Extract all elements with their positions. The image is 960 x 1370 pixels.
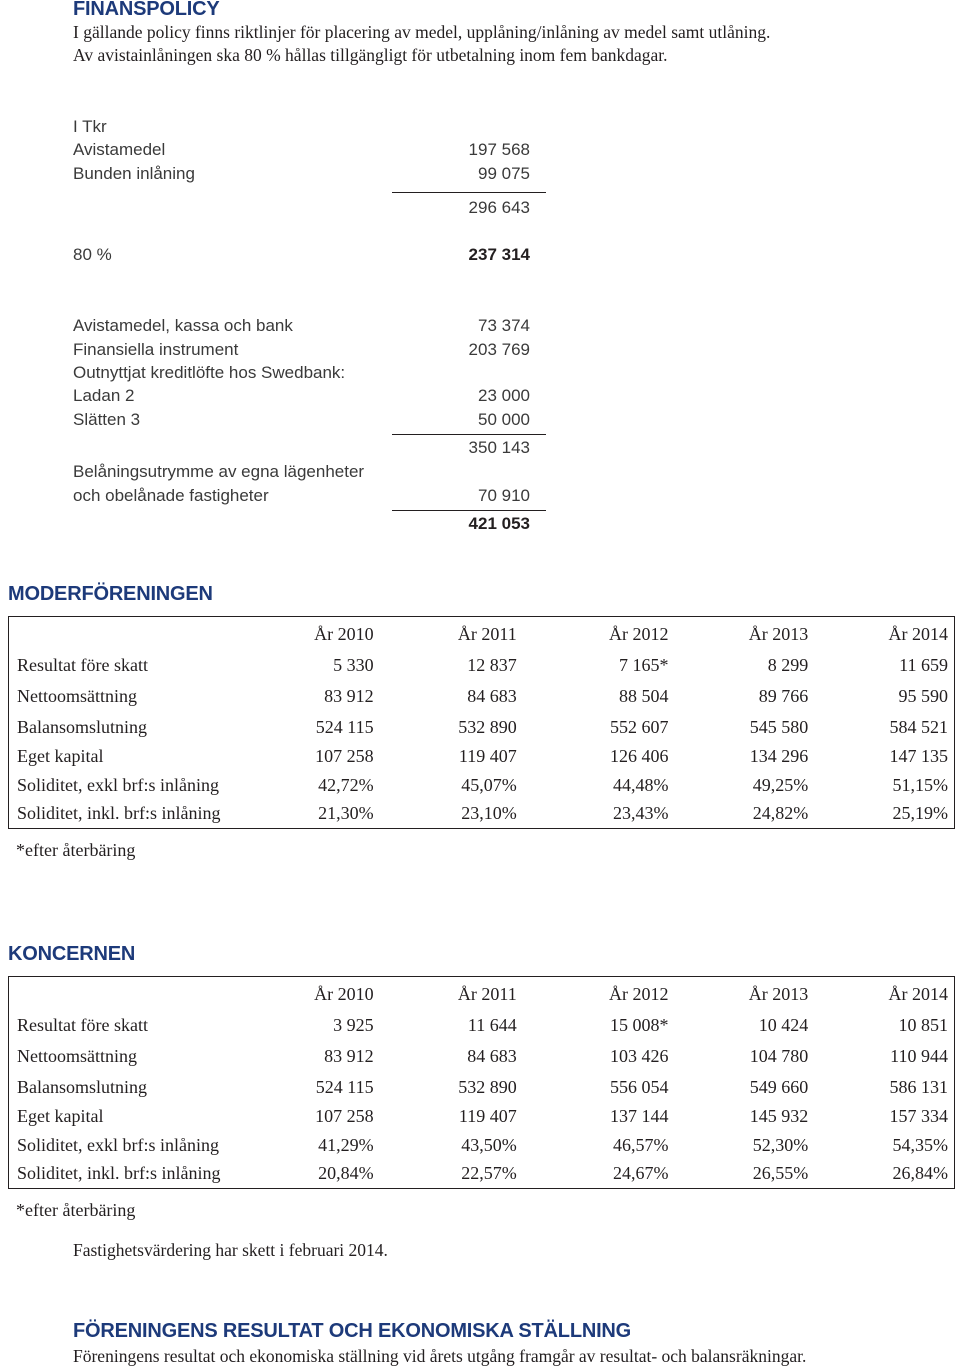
value-cell: 89 766 [758,686,809,707]
value-cell: 26,55% [675,1159,815,1188]
row-label: Soliditet, inkl. brf:s inlåning [9,1159,237,1188]
table-row [9,1040,955,1074]
sum-rule [392,434,546,435]
table-row [9,1074,955,1103]
row-label: Soliditet, exkl brf:s inlåning [9,1131,237,1160]
value-cell: 49,25% [752,774,809,795]
belan-value: 70 910 [478,486,530,505]
sum1-value: 296 643 [468,198,530,217]
header-blank-cell [9,977,237,1012]
koncern-footnote: *efter återbäring [16,1200,136,1220]
year-header: År 2013 [675,617,815,652]
value-cell: 22,57% [380,1159,523,1188]
kassa-value: 73 374 [478,316,530,335]
value-cell: 145 932 [749,1105,809,1126]
value-cell: 43,50% [461,1134,517,1155]
value-cell: 26,84% [814,1159,954,1188]
row-label: Resultat före skatt [9,651,237,680]
section-heading-koncern: KONCERNEN [8,943,136,965]
value-cell: 126 406 [610,745,669,766]
value-cell: 12 837 [467,654,517,675]
year-header: År 2011 [380,617,523,652]
section-heading-resultat: FÖRENINGENS RESULTAT OCH EKONOMISKA STÄLLNING [73,1320,632,1342]
year-header: År 2011 [380,977,523,1012]
kassa-label: Avistamedel, kassa och bank [73,316,293,335]
value-cell: 107 258 [315,1105,374,1126]
sum-rule [392,192,546,193]
value-cell: 104 780 [749,1046,809,1067]
outnyttjat-label: Outnyttjat kreditlöfte hos Swedbank: [73,363,346,382]
table-row [9,1159,955,1188]
pct-value: 237 314 [468,245,530,264]
year-header: År 2014 [814,977,954,1012]
year-header: År 2010 [236,977,379,1012]
belan-label-line2: och obelånade fastigheter [73,486,269,505]
ladan-label: Ladan 2 [73,386,135,405]
value-cell: 95 590 [814,680,954,714]
value-cell: 11 644 [467,1014,517,1035]
value-cell: 23,43% [523,799,675,828]
value-cell: 20,84% [236,1159,379,1188]
value-cell: 119 407 [458,1105,517,1126]
moder-key-figures-table [8,616,955,829]
moder-footnote: *efter återbäring [16,840,136,860]
year-header: År 2010 [236,617,379,652]
section-heading-finanspolicy: FINANSPOLICY [73,0,220,20]
section-heading-moder: MODERFÖRENINGEN [8,583,213,605]
value-cell: 134 296 [749,745,809,766]
value-cell: 524 115 [315,1077,374,1098]
value-cell: 532 890 [458,1077,517,1098]
value-cell: 42,72% [318,774,374,795]
table-row [9,799,955,828]
row-label: Nettoomsättning [9,1040,237,1074]
value-cell: 23,10% [380,799,523,828]
row-label: Eget kapital [9,742,237,771]
total-value: 421 053 [468,514,530,533]
value-cell: 8 299 [767,654,809,675]
bunden-label: Bunden inlåning [73,164,195,183]
table-row [9,1102,955,1131]
row-label: Soliditet, exkl brf:s inlåning [9,771,237,800]
row-label: Resultat före skatt [9,1011,237,1040]
value-cell: 83 912 [324,686,374,707]
row-label: Soliditet, inkl. brf:s inlåning [9,799,237,828]
value-cell: 46,57% [613,1134,669,1155]
avistamedel-value: 197 568 [468,140,530,159]
value-cell: 137 144 [610,1105,669,1126]
year-header: År 2013 [675,977,815,1012]
sum-rule [392,510,546,511]
table-row [9,680,955,714]
value-cell: 545 580 [749,717,809,738]
table-header-row [9,977,955,1012]
table-row [9,742,955,771]
value-cell: 15 008* [610,1014,669,1035]
value-cell: 549 660 [749,1077,809,1098]
fin-value: 203 769 [468,340,530,359]
year-header: År 2014 [814,617,954,652]
table-row [9,1011,955,1040]
value-cell: 83 912 [324,1046,374,1067]
slatten-label: Slätten 3 [73,410,141,429]
value-cell: 41,29% [318,1134,374,1155]
table-row [9,714,955,743]
policy-text-line2: Av avistainlåningen ska 80 % hållas tillgängligt för utbetalning inom fem bankdagar. [73,45,668,65]
sum2-value: 350 143 [468,438,530,457]
value-cell: 3 925 [333,1014,374,1035]
table-row [9,1131,955,1160]
value-cell: 157 334 [814,1102,954,1131]
row-label: Nettoomsättning [9,680,237,714]
row-label: Eget kapital [9,1102,237,1131]
value-cell: 584 521 [814,714,954,743]
value-cell: 552 607 [610,717,669,738]
table-row [9,651,955,680]
fin-label: Finansiella instrument [73,340,239,359]
bunden-value: 99 075 [478,164,530,183]
value-cell: 21,30% [236,799,379,828]
koncern-key-figures-table [8,976,955,1189]
table-row [9,771,955,800]
value-cell: 110 944 [814,1040,954,1074]
value-cell: 24,67% [523,1159,675,1188]
value-cell: 52,30% [752,1134,809,1155]
value-cell: 119 407 [458,745,517,766]
value-cell: 10 424 [758,1014,809,1035]
policy-text-line1: I gällande policy finns riktlinjer för placering av medel, upplåning/inlåning av medel samt utlåning. [73,22,771,42]
value-cell: 54,35% [814,1131,954,1160]
value-cell: 7 165* [619,654,669,675]
value-cell: 84 683 [467,1046,517,1067]
value-cell: 532 890 [458,717,517,738]
row-label: Balansomslutning [9,1074,237,1103]
value-cell: 44,48% [613,774,669,795]
value-cell: 84 683 [467,686,517,707]
value-cell: 10 851 [814,1011,954,1040]
header-blank-cell [9,617,237,652]
year-header: År 2012 [523,977,675,1012]
resultat-text: Föreningens resultat och ekonomiska ställning vid årets utgång framgår av resultat- och balansräkningar. [73,1346,807,1366]
value-cell: 25,19% [814,799,954,828]
unit-label: I Tkr [73,117,107,136]
value-cell: 51,15% [814,771,954,800]
value-cell: 5 330 [333,654,374,675]
value-cell: 586 131 [814,1074,954,1103]
table-header-row [9,617,955,652]
value-cell: 24,82% [675,799,815,828]
row-label: Balansomslutning [9,714,237,743]
pct-label: 80 % [73,245,112,264]
slatten-value: 50 000 [478,410,530,429]
belan-label-line1: Belåningsutrymme av egna lägenheter [73,462,365,481]
value-cell: 524 115 [315,717,374,738]
valuation-note: Fastighetsvärdering har skett i februari 2014. [73,1240,388,1260]
avistamedel-label: Avistamedel [73,140,166,159]
value-cell: 147 135 [814,742,954,771]
ladan-value: 23 000 [478,386,530,405]
value-cell: 11 659 [814,651,954,680]
value-cell: 107 258 [315,745,374,766]
year-header: År 2012 [523,617,675,652]
value-cell: 556 054 [610,1077,669,1098]
value-cell: 103 426 [610,1046,669,1067]
value-cell: 88 504 [619,686,669,707]
value-cell: 45,07% [461,774,517,795]
